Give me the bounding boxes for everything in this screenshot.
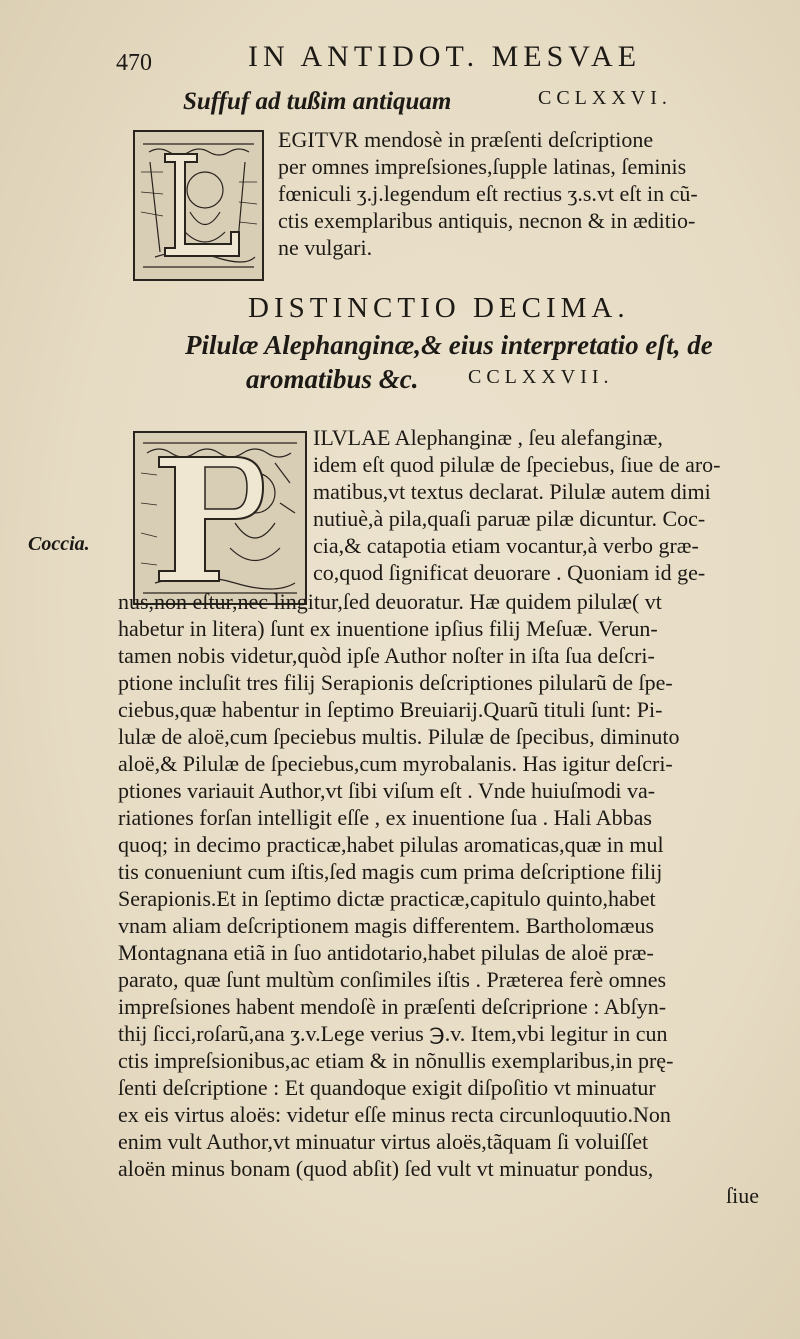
body-line: aloën minus bonam (quod abſit) ſed vult vt minuatur pondus,: [118, 1156, 654, 1181]
body-line: ne vulgari.: [278, 235, 373, 260]
body-line: aloë,& Pilulæ de ſpeciebus,cum myrobalanis. Has igitur deſcri-: [118, 751, 673, 776]
body-line: riationes forſan intelligit eſſe , ex inuentione ſua . Hali Abbas: [118, 805, 652, 830]
body-line: nutiuè,à pila,quaſi paruæ pilæ dicuntur. Coc-: [313, 506, 706, 531]
body-line: vnam aliam deſcriptionem magis differentem. Bartholomæus: [118, 913, 655, 938]
body-line: ptiones variauit Author,vt ſibi viſum eſt . Vnde huiuſmodi va-: [118, 778, 656, 803]
body-line: parato, quæ ſunt multùm conſimiles iſtis . Præterea ferè omnes: [118, 967, 667, 992]
section-title-line-1: Pilulæ Alephanginæ,& eius interpretatio eſt, de: [185, 330, 713, 360]
woodcut-initial-icon: [135, 132, 262, 279]
margin-note: Coccia.: [28, 533, 90, 555]
body-line: habetur in litera) ſunt ex inuentione ipſius filij Meſuæ. Verun-: [118, 616, 658, 641]
body-line: EGITVR mendosè in præſenti deſcriptione: [278, 127, 654, 152]
section-number: CCLXXVII.: [468, 366, 614, 388]
body-line: ctis impreſsionibus,ac etiam & in nõnullis exemplaribus,in prę-: [118, 1048, 674, 1073]
body-line: lulæ de aloë,cum ſpeciebus multis. Pilulæ de ſpecibus, diminuto: [118, 724, 680, 749]
body-line: per omnes impreſsiones,ſupple latinas, ſeminis: [278, 154, 687, 179]
body-line: thij ſicci,roſarũ,ana ʒ.v.Lege verius ℈.v. Item,vbi legitur in cun: [118, 1021, 668, 1046]
body-line: nus,non eſtur,nec lingitur,ſed deuoratur. Hæ quidem pilulæ( vt: [118, 589, 662, 614]
body-line: tis conueniunt cum iſtis,ſed magis cum prima deſcriptione filij: [118, 859, 663, 884]
decorated-initial-p: [133, 431, 307, 605]
distinctio-heading: DISTINCTIO DECIMA.: [248, 292, 630, 324]
section-number: CCLXXVI.: [538, 87, 672, 109]
page-number: 470: [116, 50, 152, 76]
body-line: impreſsiones habent mendoſè in præſenti deſcriprione : Abſyn-: [118, 994, 667, 1019]
body-line: cia,& catapotia etiam vocantur,à verbo græ-: [313, 533, 699, 558]
body-line: enim vult Author,vt minuatur virtus aloës,tãquam ſi voluiſſet: [118, 1129, 649, 1154]
section-title: Suffuf ad tußim antiquam: [183, 88, 452, 115]
body-line: ILVLAE Alephanginæ , ſeu alefanginæ,: [313, 425, 663, 450]
body-line: ex eis virtus aloës: videtur eſſe minus recta circunloquutio.Non: [118, 1102, 671, 1127]
woodcut-initial-icon: [135, 433, 305, 603]
section-title-line-2: aromatibus &c.: [246, 364, 419, 394]
body-line: co,quod ſignificat deuorare . Quoniam id ge-: [313, 560, 706, 585]
running-title: IN ANTIDOT. MESVAE: [248, 40, 642, 73]
body-line: idem eſt quod pilulæ de ſpeciebus, ſiue de aro-: [313, 452, 721, 477]
body-line: Serapionis.Et in ſeptimo dictæ practicæ,capitulo quinto,habet: [118, 886, 656, 911]
body-line: ctis exemplaribus antiquis, necnon & in æditio-: [278, 208, 696, 233]
body-line: Montagnana etiã in ſuo antidotario,habet pilulas de aloë præ-: [118, 940, 654, 965]
body-line: tamen nobis videtur,quòd ipſe Author noſter in iſta ſua deſcri-: [118, 643, 655, 668]
decorated-initial-l: [133, 130, 264, 281]
body-line: ciebus,quæ habentur in ſeptimo Breuiarij.Quarũ tituli ſunt: Pi-: [118, 697, 663, 722]
catchword: ſiue: [726, 1183, 759, 1208]
body-line: quoq; in decimo practicæ,habet pilulas aromaticas,quæ in mul: [118, 832, 664, 857]
body-line: matibus,vt textus declarat. Pilulæ autem dimi: [313, 479, 711, 504]
body-line: fœniculi ʒ.j.legendum eſt rectius ʒ.s.vt eſt in cũ-: [278, 181, 698, 206]
body-line: ſenti deſcriptione : Et quandoque exigit diſpoſitio vt minuatur: [118, 1075, 656, 1100]
body-line: ptione incluſit tres filij Serapionis deſcriptiones pilularũ de ſpe-: [118, 670, 673, 695]
